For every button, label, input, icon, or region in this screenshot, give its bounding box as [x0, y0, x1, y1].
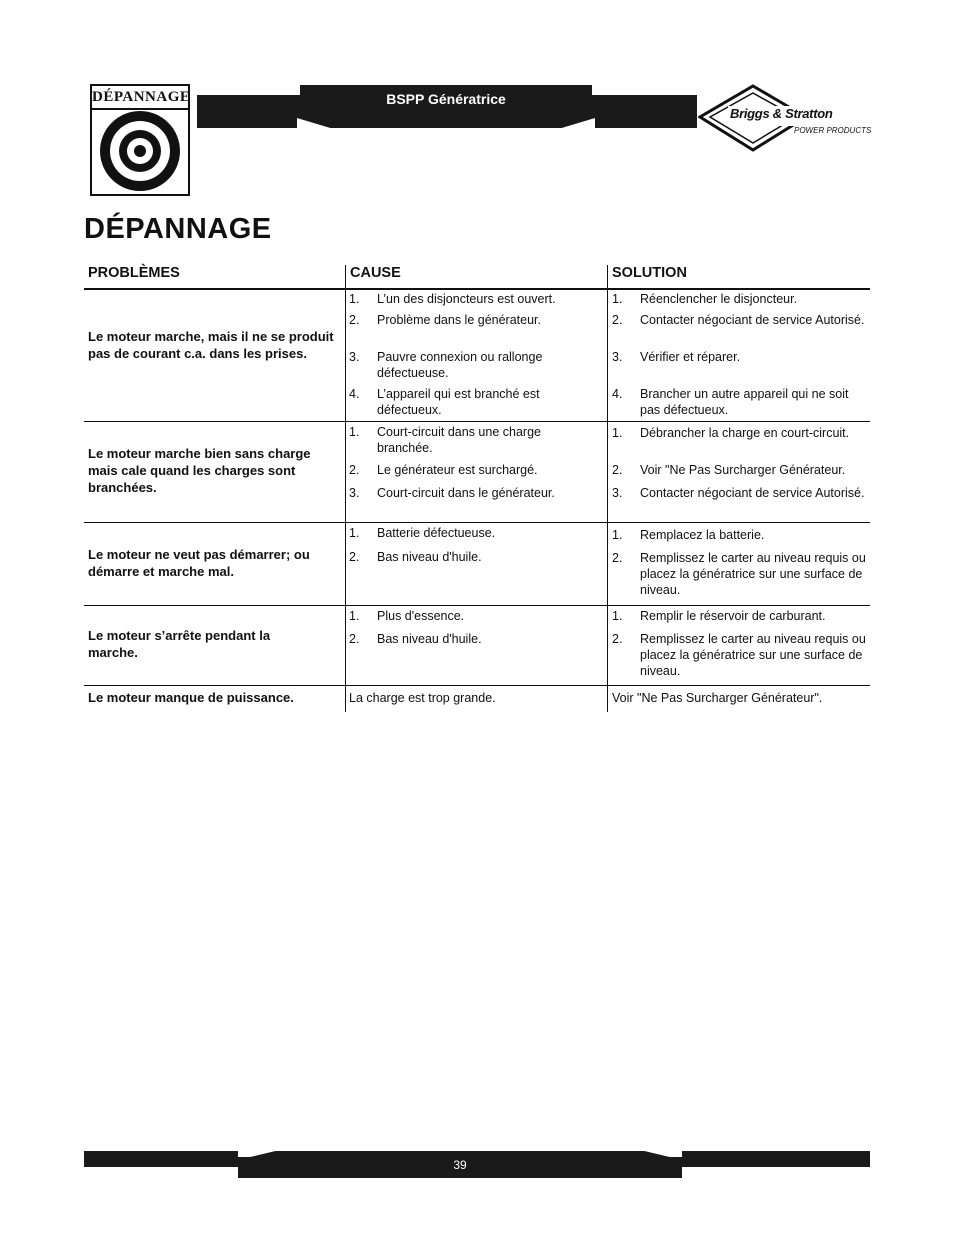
solution-item: [612, 312, 868, 346]
solution-item: [612, 386, 868, 420]
cause-item: [349, 349, 599, 383]
solution-item: [612, 425, 868, 445]
solution-text: Voir "Ne Pas Surcharger Générateur".: [612, 691, 823, 705]
problem-cell: Le moteur ne veut pas démarrer; ou démarre et marche mal.: [88, 547, 310, 579]
page-title: DÉPANNAGE: [84, 213, 272, 245]
item-text: Vérifier et réparer.: [640, 350, 741, 364]
solution-item: [612, 291, 868, 311]
problem-cell: Le moteur marche bien sans charge mais cale quand les charges sont branchées.: [88, 446, 311, 495]
cause-item: [349, 312, 599, 332]
column-divider: [345, 265, 346, 712]
item-number: 3.: [349, 486, 360, 500]
item-number: 1.: [612, 426, 623, 440]
brand-logo: [698, 84, 870, 154]
brand-name: Briggs & Stratton: [730, 106, 833, 121]
item-text: Batterie défectueuse.: [377, 526, 496, 540]
solution-item: [612, 349, 868, 369]
item-text: Bas niveau d'huile.: [377, 550, 482, 564]
cause-item: [349, 485, 599, 505]
item-text: Voir "Ne Pas Surcharger Générateur.: [640, 463, 846, 477]
item-number: 3.: [612, 350, 623, 364]
item-text: Remplissez le carter au niveau requis ou placez la génératrice sur une surface de niveau.: [640, 551, 866, 597]
row-divider: [84, 522, 870, 523]
problem-cell: Le moteur marche, mais il ne se produit pas de courant c.a. dans les prises.: [88, 329, 334, 361]
item-text: Débrancher la charge en court-circuit.: [640, 426, 850, 440]
row-divider: [84, 605, 870, 606]
item-number: 2.: [612, 632, 623, 646]
solution-item: [612, 527, 868, 547]
item-text: Pauvre connexion ou rallonge défectueuse.: [377, 350, 543, 380]
item-number: 2.: [349, 313, 360, 327]
item-text: Brancher un autre appareil qui ne soit pas défectueux.: [640, 387, 849, 417]
item-number: 3.: [349, 350, 360, 364]
cause-item: [349, 291, 599, 311]
cause-item: [349, 525, 599, 545]
item-text: Remplacez la batterie.: [640, 528, 765, 542]
row-divider: [84, 421, 870, 422]
solution-item: [612, 631, 868, 681]
header-problemes: PROBLÈMES: [88, 265, 180, 281]
cause-item: [349, 608, 599, 628]
item-number: 2.: [612, 463, 623, 477]
item-number: 1.: [349, 526, 360, 540]
item-number: 2.: [349, 463, 360, 477]
item-number: 1.: [349, 292, 360, 306]
item-number: 1.: [612, 292, 623, 306]
item-number: 3.: [612, 486, 623, 500]
item-text: Problème dans le générateur.: [377, 313, 541, 327]
cause-item: [349, 549, 599, 569]
solution-item: [612, 608, 868, 628]
cause-item: [349, 462, 599, 482]
header-solution: SOLUTION: [612, 265, 687, 281]
item-number: 1.: [612, 609, 623, 623]
item-number: 1.: [612, 528, 623, 542]
item-text: Remplissez le carter au niveau requis ou placez la génératrice sur une surface de niveau.: [640, 632, 866, 678]
item-number: 2.: [349, 632, 360, 646]
item-text: Réenclencher le disjoncteur.: [640, 292, 798, 306]
item-text: Remplir le réservoir de carburant.: [640, 609, 826, 623]
header-rule: [84, 288, 870, 290]
cause-text: La charge est trop grande.: [349, 691, 496, 705]
page-number: 39: [238, 1157, 682, 1178]
problem-cell: Le moteur manque de puissance.: [88, 690, 294, 705]
target-icon: [92, 108, 188, 194]
header-wedge-right: [555, 112, 695, 130]
header-cause: CAUSE: [350, 265, 401, 281]
brand-subtitle: POWER PRODUCTS: [794, 126, 872, 135]
item-text: L’un des disjoncteurs est ouvert.: [377, 292, 556, 306]
solution-item: [612, 462, 868, 482]
header-title: BSPP Génératrice: [300, 85, 592, 113]
logo-label: DÉPANNAGE: [92, 86, 188, 110]
cause-item: [349, 386, 599, 420]
problem-cell: Le moteur s’arrête pendant la marche.: [88, 628, 271, 660]
cause-item: [349, 631, 599, 651]
item-text: Plus d'essence.: [377, 609, 465, 623]
item-text: Contacter négociant de service Autorisé.: [640, 486, 865, 500]
item-text: Court-circuit dans le générateur.: [377, 486, 555, 500]
item-number: 4.: [612, 387, 623, 401]
item-number: 2.: [612, 551, 623, 565]
item-number: 1.: [349, 425, 360, 439]
item-text: Le générateur est surchargé.: [377, 463, 538, 477]
depannage-logo: [90, 84, 190, 196]
item-number: 2.: [612, 313, 623, 327]
item-number: 4.: [349, 387, 360, 401]
cause-item: [349, 424, 599, 458]
column-divider: [607, 265, 608, 712]
item-number: 1.: [349, 609, 360, 623]
item-text: Bas niveau d'huile.: [377, 632, 482, 646]
solution-item: [612, 550, 868, 600]
header-wedge-left: [197, 112, 337, 130]
item-text: Court-circuit dans une charge branchée.: [377, 425, 541, 455]
item-number: 2.: [349, 550, 360, 564]
item-text: L’appareil qui est branché est défectueux.: [377, 387, 540, 417]
solution-item: [612, 485, 868, 519]
item-text: Contacter négociant de service Autorisé.: [640, 313, 865, 327]
row-divider: [84, 685, 870, 686]
